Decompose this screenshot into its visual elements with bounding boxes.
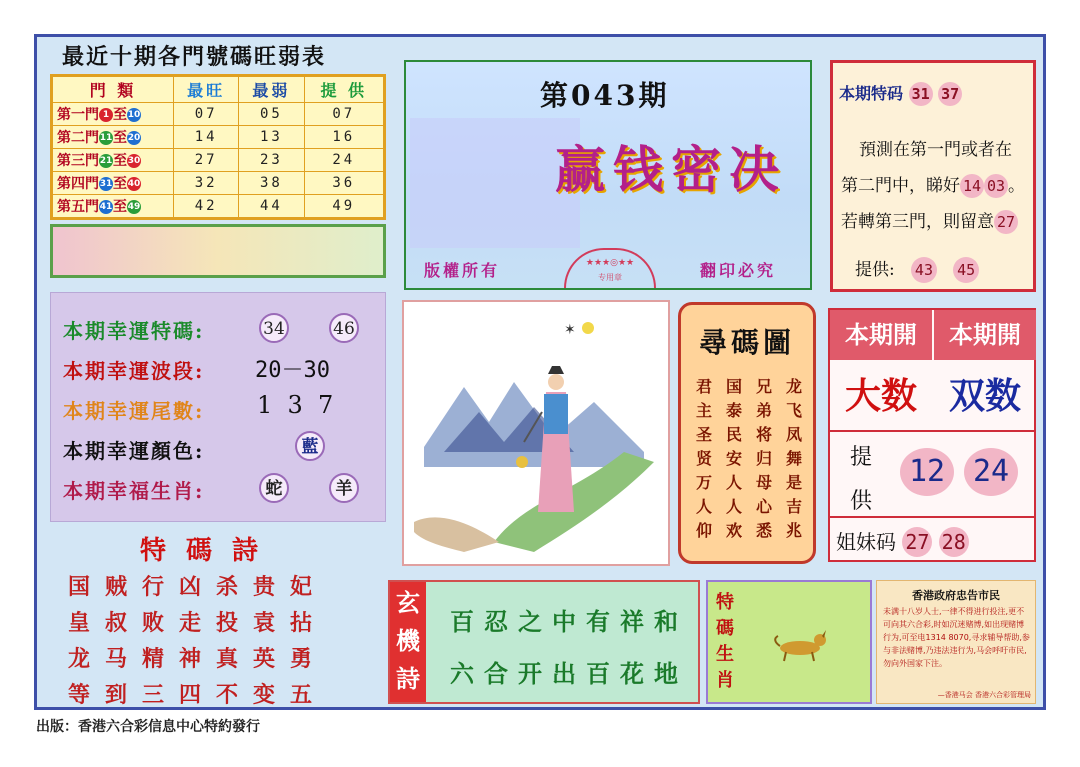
- stamp-sub: 专用章: [598, 273, 622, 282]
- cold-cell: 13: [239, 126, 304, 149]
- provide-num: 12: [900, 448, 954, 496]
- open-panel: [828, 308, 1036, 562]
- lucky-zodiac: 羊: [329, 473, 359, 503]
- issue-number: 第043期: [540, 79, 670, 112]
- poem-line: 等到三四不变五: [68, 682, 328, 708]
- government-notice: [876, 580, 1036, 704]
- door-stats-table: [50, 74, 386, 220]
- open-even: 双数: [948, 375, 1021, 417]
- xunma-column: 龙飞凤舞是吉兆: [785, 377, 802, 540]
- copyright-left: 版權所有: [424, 261, 501, 280]
- door-cell: 第二門11至20: [52, 126, 174, 149]
- poem-title: 特碼詩: [140, 536, 279, 566]
- notice-sign: —香港马会 香港六合彩管理局: [937, 691, 1031, 699]
- give-cell: 36: [304, 172, 385, 195]
- special-poem: [50, 528, 370, 708]
- tmsx-label: 特碼生肖: [716, 592, 734, 691]
- table-row: [52, 126, 385, 149]
- door-cell: 第一門 1 至10: [52, 103, 174, 126]
- divider: [830, 516, 1036, 518]
- lucky-panel: [50, 292, 386, 522]
- table-row: [52, 149, 385, 172]
- header-provide: 提 供: [304, 76, 385, 103]
- xunma-title: 尋碼圖: [698, 326, 795, 359]
- special-code-panel: [830, 60, 1036, 292]
- xuanji-line-2: 六合开出百花地: [450, 659, 688, 688]
- table-header-row: [52, 76, 385, 103]
- provide-num: 24: [964, 448, 1018, 496]
- open-header-2: 本期開: [934, 310, 1036, 360]
- lucky-color: 藍: [295, 431, 325, 461]
- header-door: 門 類: [52, 76, 174, 103]
- special-num: 37: [938, 82, 962, 106]
- dog-icon: [770, 628, 834, 664]
- sister-row: 姐妹码 27 28: [836, 526, 969, 557]
- special-num: 31: [909, 82, 933, 106]
- lucky-special-num: 34: [259, 313, 289, 343]
- lucky-zodiac: 蛇: [259, 473, 289, 503]
- lucky-zodiac-label: 本期幸福生肖:: [63, 479, 205, 503]
- xuanji-panel: [388, 580, 700, 704]
- cold-cell: 23: [239, 149, 304, 172]
- hot-cell: 32: [174, 172, 239, 195]
- copyright-right: 翻印必究: [700, 261, 777, 280]
- predict-line-3: 若轉第三門，則留意 27: [841, 207, 1018, 234]
- lucky-wave-label: 本期幸運波段:: [63, 359, 205, 383]
- xuanji-line-1: 百忍之中有祥和: [450, 607, 688, 636]
- provide-row: 提供: 43 45: [855, 255, 979, 283]
- door-cell: 第三門21至30: [52, 149, 174, 172]
- banner-title: 赢钱密决: [555, 140, 787, 199]
- door-cell: 第四門31至40: [52, 172, 174, 195]
- hot-cell: 14: [174, 126, 239, 149]
- xunma-column: 兄弟将归母心悉: [755, 377, 772, 540]
- table-row: [52, 195, 385, 219]
- cold-cell: 05: [239, 103, 304, 126]
- hot-cell: 07: [174, 103, 239, 126]
- predict-line-1: 預測在第一門或者在: [859, 140, 1012, 160]
- hot-cell: 42: [174, 195, 239, 219]
- landscape-image: [404, 302, 668, 564]
- landscape-illustration: [402, 300, 670, 566]
- lucky-wave: 20－30: [255, 358, 330, 383]
- special-label: 本期特码: [839, 84, 904, 103]
- provide-label: 提供: [850, 445, 873, 514]
- door-cell: 第五門41至49: [52, 195, 174, 219]
- hot-cell: 27: [174, 149, 239, 172]
- notice-title: 香港政府忠告市民: [912, 589, 1000, 602]
- page-title: 最近十期各門號碼旺弱表: [62, 44, 327, 70]
- cold-cell: 38: [239, 172, 304, 195]
- publisher-footer: 出版：香港六合彩信息中心特約發行: [36, 719, 260, 735]
- header-cold: 最弱: [239, 76, 304, 103]
- cold-cell: 44: [239, 195, 304, 219]
- notice-body: 未满十八岁人士,一律不得进行投注,更不可向其六合彩,时如沉迷赌博,如出现赌博行为,可至电1314 8070,寻求辅导帮助,参与非法赌博,乃违法违行为,马会呼吁市民,勿向外国家下注。: [883, 607, 1030, 668]
- give-cell: 16: [304, 126, 385, 149]
- gradient-bar: [50, 224, 386, 278]
- xunma-column: 国泰民安人人欢: [725, 377, 742, 540]
- lucky-color-label: 本期幸運顏色:: [63, 439, 205, 463]
- xunma-panel: [678, 302, 816, 564]
- open-big: 大数: [844, 375, 917, 417]
- poem-line: 皇叔败走投袁拈: [68, 610, 328, 636]
- stamp-stars: ★★★◎★★: [585, 258, 635, 268]
- lucky-tail: 1 3 7: [257, 391, 334, 419]
- give-cell: 07: [304, 103, 385, 126]
- poem-line: 国贼行凶杀贵妃: [68, 574, 328, 600]
- special-label-row: [839, 81, 962, 106]
- open-header-1: 本期開: [830, 310, 932, 360]
- table-row: [52, 172, 385, 195]
- table-row: [52, 103, 385, 126]
- predict-line-2: 第二門中，睇好 14 03 。: [841, 176, 1025, 196]
- give-cell: 24: [304, 149, 385, 172]
- give-cell: 49: [304, 195, 385, 219]
- lucky-special-label: 本期幸運特碼:: [63, 319, 205, 343]
- lucky-tail-label: 本期幸運尾數:: [63, 399, 205, 423]
- divider: [830, 430, 1036, 432]
- xuanji-label: 玄機詩: [390, 582, 426, 702]
- poem-line: 龙马精神真英勇: [68, 646, 328, 672]
- header-hot: 最旺: [174, 76, 239, 103]
- svg-text:✶: ✶: [564, 322, 576, 338]
- xunma-column: 君主圣贤万人仰: [695, 377, 712, 540]
- lucky-special-num: 46: [329, 313, 359, 343]
- special-zodiac-panel: [706, 580, 872, 704]
